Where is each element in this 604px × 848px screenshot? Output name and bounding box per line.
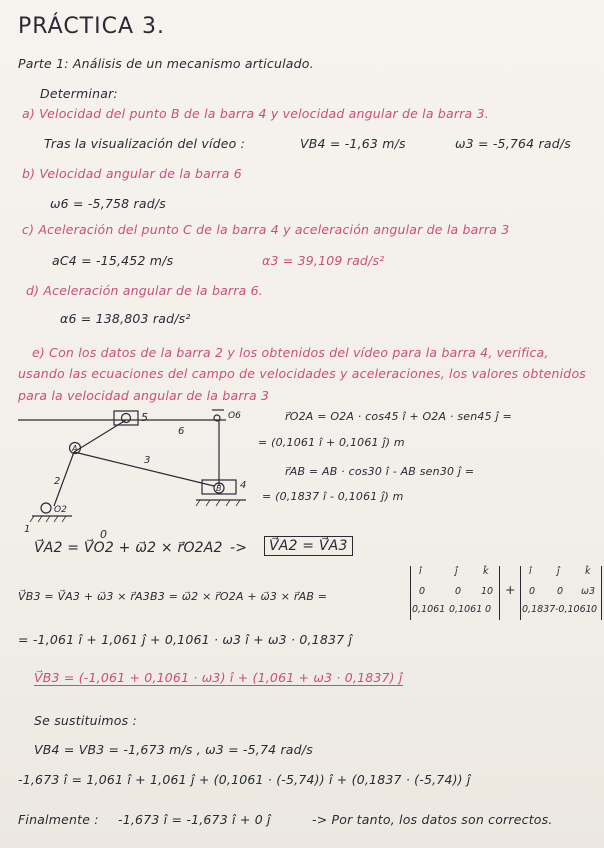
m1-i: î [419, 566, 422, 577]
m1-r3c3: 0 [485, 604, 492, 615]
m2-r2c2: 0 [557, 586, 564, 597]
m1-r3c2: 0,1061 [449, 604, 483, 615]
matrix-plus: + [505, 582, 516, 597]
label-ground-1: 1 [24, 524, 31, 534]
label-bar-2: 2 [54, 476, 61, 487]
eq-r-ab-value: = (0,1837 î - 0,1061 ĵ) m [262, 490, 404, 503]
m1-j: ĵ [455, 566, 458, 577]
m1-r2c3: 10 [481, 586, 494, 597]
question-c: c) Aceleración del punto C de la barra 4 y aceleración angular de la barra 3 [22, 222, 510, 237]
m2-k: k̂ [585, 566, 591, 577]
answer-c-ac4: aC4 = -15,452 m/s [52, 253, 174, 268]
label-point-a: A [72, 444, 78, 453]
m2-j: ĵ [557, 566, 560, 577]
answer-c-alpha3: α3 = 39,109 rad/s² [262, 253, 385, 268]
m2-r3c3: 0 [591, 604, 598, 615]
label-bar-5: 5 [141, 411, 148, 424]
label-o2: O2 [54, 505, 67, 515]
answer-a-vb4: VB4 = -1,63 m/s [300, 136, 406, 151]
answer-b: ω6 = -5,758 rad/s [50, 196, 166, 211]
mechanism-diagram [14, 404, 264, 534]
eq-r-o2a: r⃗O2A = O2A · cos45 î + O2A · sen45 ĵ = [285, 410, 512, 423]
question-e-line2: usando las ecuaciones del campo de velocidades y aceleraciones, los valores obtenidos [18, 366, 587, 381]
m2-r3c1: 0,1837 [522, 604, 556, 615]
question-e-line1: e) Con los datos de la barra 2 y los obtenidos del vídeo para la barra 4, verifica, [32, 345, 549, 360]
m2-i: î [529, 566, 532, 577]
eq-va: V⃗A2 = V⃗O2 + ω⃗2 × r⃗O2A2 [34, 540, 223, 556]
m2-r2c1: 0 [529, 586, 536, 597]
eq-arrow: -> [230, 540, 248, 556]
answer-a-prefix: Tras la visualización del vídeo : [44, 136, 246, 151]
label-bar-4: 4 [240, 480, 247, 491]
m1-r2c2: 0 [455, 586, 462, 597]
answer-d: α6 = 138,803 rad/s² [60, 311, 191, 326]
m1-k: k̂ [483, 566, 489, 577]
eq-va-zero: 0 [100, 528, 108, 541]
question-d: d) Aceleración angular de la barra 6. [26, 283, 263, 298]
final-conclusion: -> Por tanto, los datos son correctos. [312, 812, 553, 827]
subtitle: Parte 1: Análisis de un mecanismo articulado. [18, 56, 314, 71]
label-point-b: B [216, 484, 222, 493]
question-b: b) Velocidad angular de la barra 6 [22, 166, 242, 181]
eq-va-boxed: V⃗A2 = V⃗A3 [264, 536, 353, 556]
m2-r2c3: ω3 [581, 586, 595, 597]
eq-vb3: V⃗B3 = V⃗A3 + ω⃗3 × r⃗A3B3 = ω⃗2 × r⃗O2A + ω⃗3 × r⃗AB = [18, 590, 328, 603]
m1-r2c1: 0 [419, 586, 426, 597]
eq-vb3-result: V⃗B3 = (-1,061 + 0,1061 · ω3) î + (1,061 + ω3 · 0,1837) ĵ [34, 670, 403, 685]
eq-expand: = -1,061 î + 1,061 ĵ + 0,1061 · ω3 î + ω3 · 0,1837 ĵ [18, 632, 353, 647]
answer-a-w3: ω3 = -5,764 rad/s [455, 136, 571, 151]
label-bar-3: 3 [144, 455, 151, 466]
determine-label: Determinar: [40, 86, 118, 101]
final-equation: -1,673 î = -1,673 î + 0 ĵ [118, 812, 271, 827]
m2-r3c2: -0,1061 [555, 604, 592, 615]
m1-r3c1: 0,1061 [412, 604, 446, 615]
label-o6: O6 [228, 411, 241, 421]
cross-product-matrix-1 [410, 566, 500, 620]
eq-r-o2a-value: = (0,1061 î + 0,1061 ĵ) m [258, 436, 405, 449]
final-label: Finalmente : [18, 812, 99, 827]
eq-r-ab: r⃗AB = AB · cos30 î - AB sen30 ĵ = [285, 465, 475, 478]
label-bar-6: 6 [178, 426, 185, 437]
question-e-line3: para la velocidad angular de la barra 3 [18, 388, 270, 403]
cross-product-matrix-2 [520, 566, 602, 620]
substitute-equation: -1,673 î = 1,061 î + 1,061 ĵ + (0,1061 · (-5,74)) î + (0,1837 · (-5,74)) ĵ [18, 772, 471, 787]
substitute-values: VB4 = VB3 = -1,673 m/s , ω3 = -5,74 rad/s [34, 742, 313, 757]
page-title: PRÁCTICA 3. [18, 14, 166, 39]
substitute-label: Se sustituimos : [34, 713, 137, 728]
question-a: a) Velocidad del punto B de la barra 4 y velocidad angular de la barra 3. [22, 106, 489, 121]
